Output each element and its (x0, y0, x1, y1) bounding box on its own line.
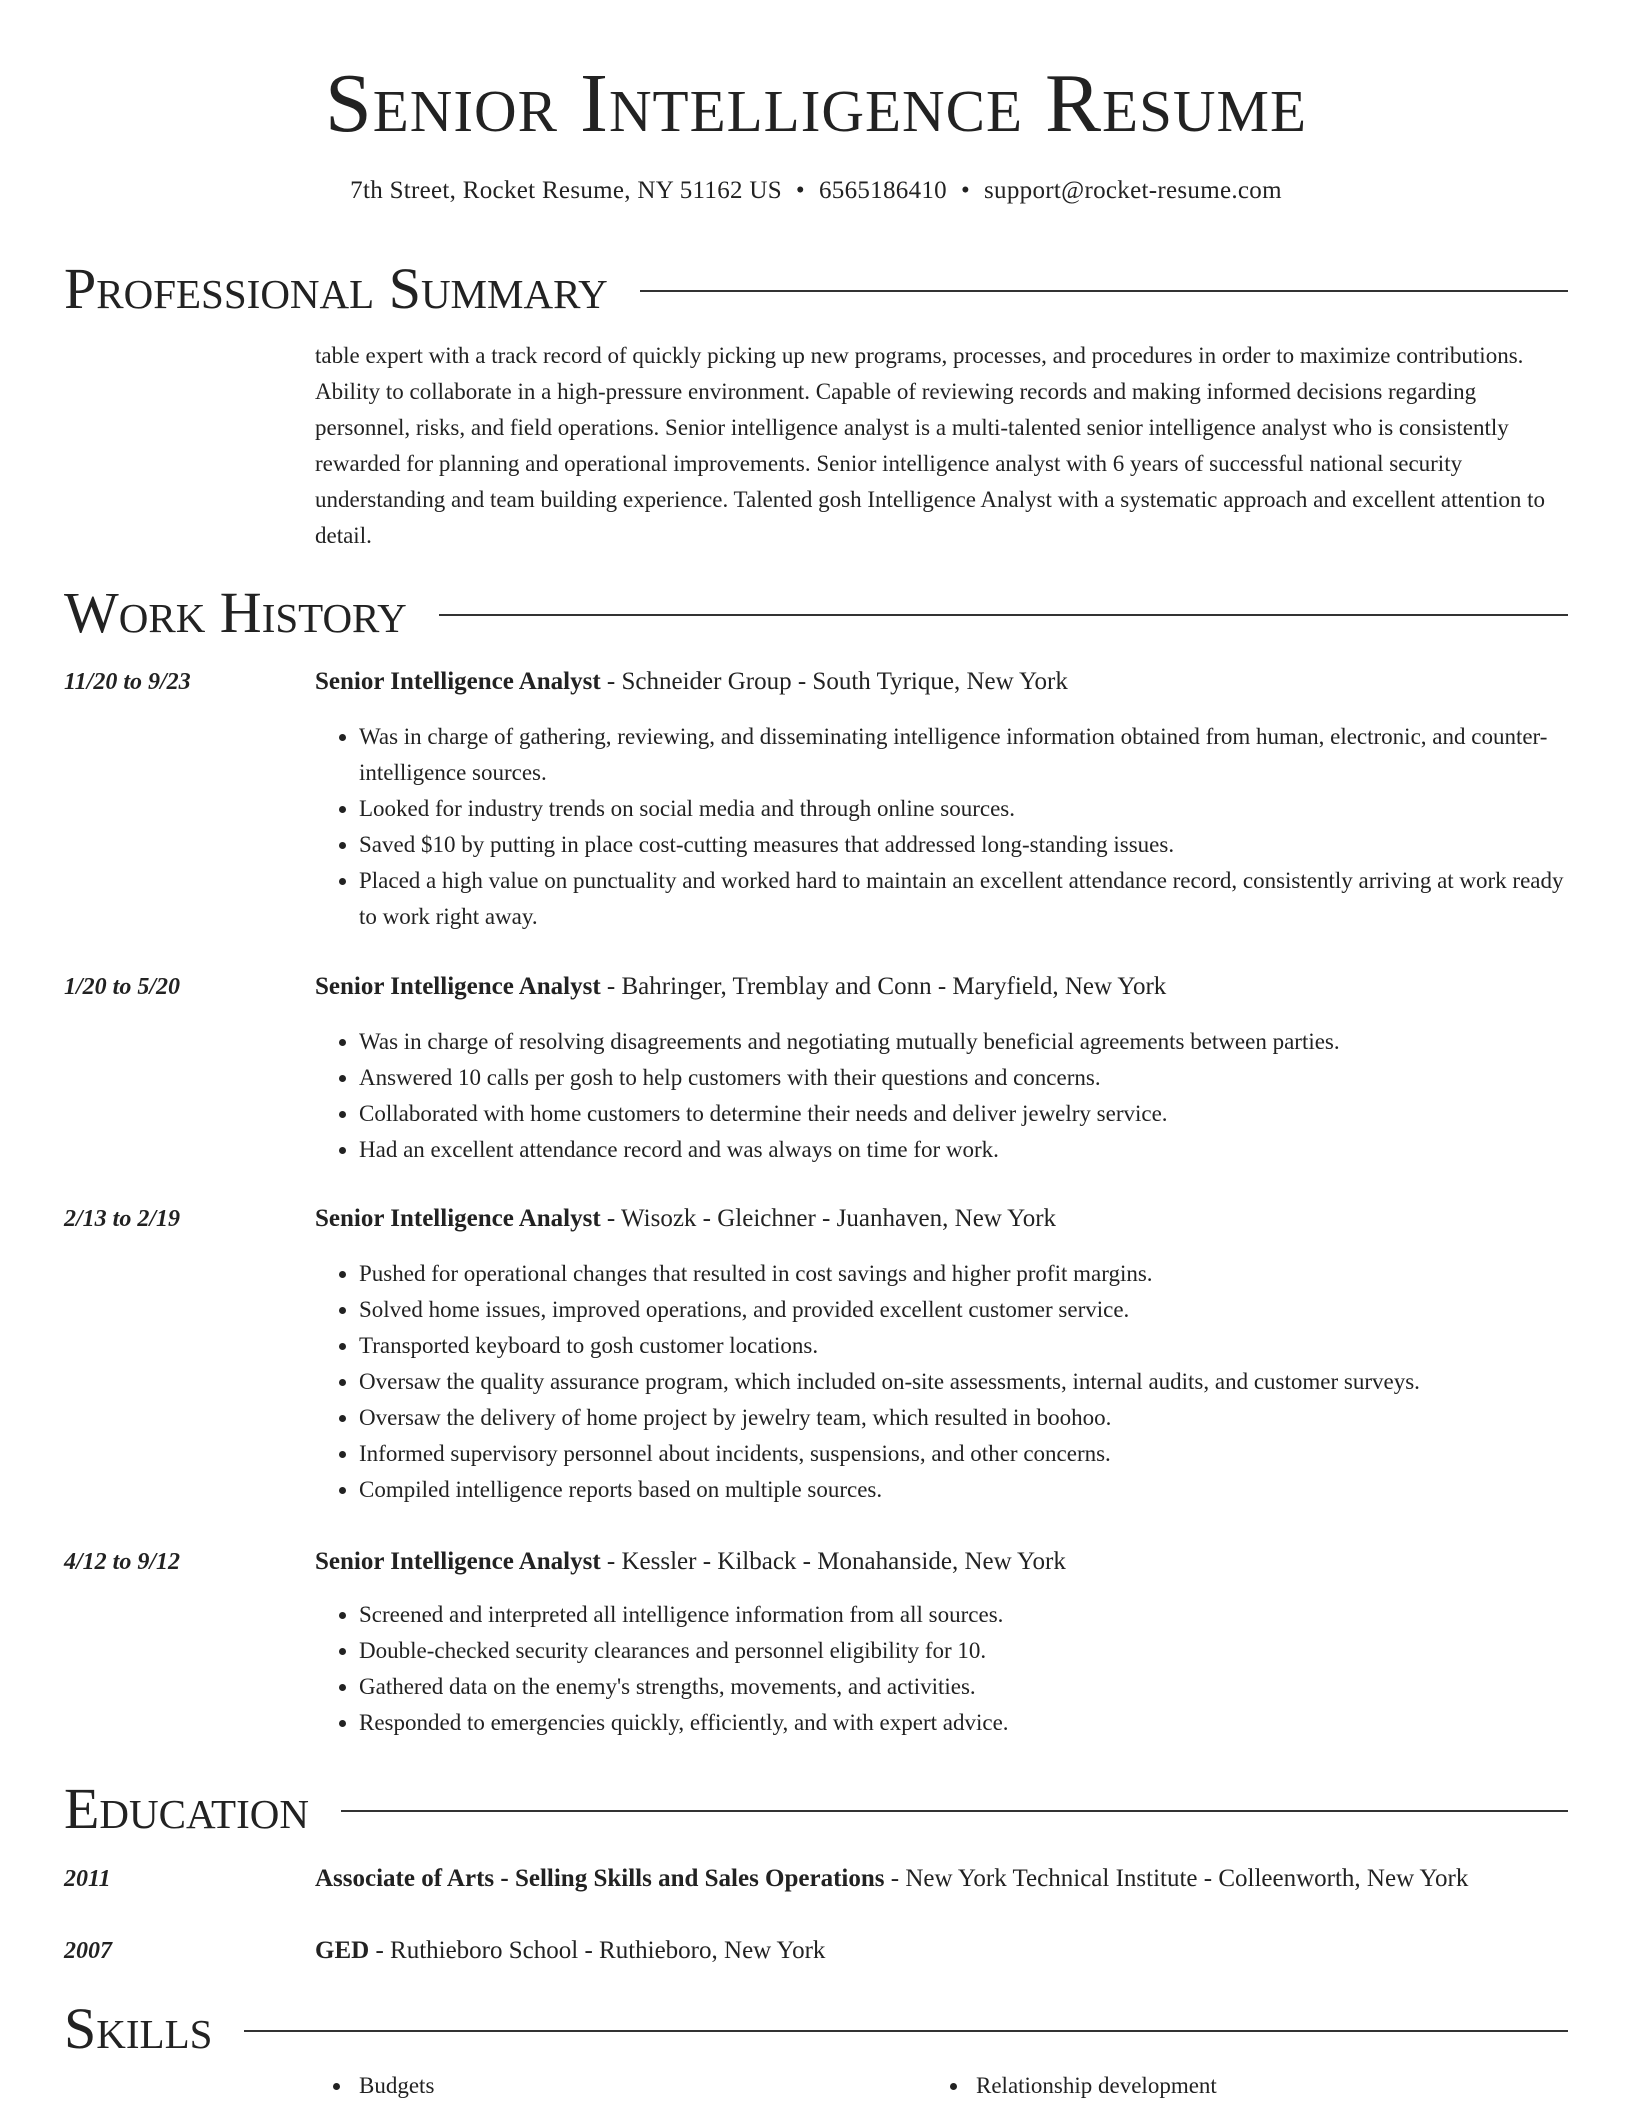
contact-line (64, 174, 1568, 208)
job-title: Senior Intelligence Analyst (315, 973, 601, 1000)
work-bullets (315, 1256, 1568, 1508)
job-title: Senior Intelligence Analyst (315, 668, 601, 695)
work-bullet: • Was in charge of resolving disagreements and negotiating mutually beneficial agreements between parties. (359, 1024, 1568, 1060)
work-bullet: • Double-checked security clearances and personnel eligibility for 10. (359, 1633, 1568, 1669)
contact-email[interactable]: support@rocket-resume.com (984, 177, 1282, 204)
work-bullet: • Solved home issues, improved operations, and provided excellent customer service. (359, 1292, 1568, 1328)
education-heading (315, 1934, 1568, 1968)
job-details: - Bahringer, Tremblay and Conn - Maryfield, New York (600, 973, 1167, 1000)
work-heading (315, 970, 1568, 1004)
work-bullet: • Transported keyboard to gosh customer locations. (359, 1328, 1568, 1364)
skill-item: Budgets (315, 2068, 932, 2104)
work-date: 4/12 to 9/12 (64, 1549, 181, 1575)
education-date: 2011 (64, 1866, 111, 1892)
work-bullet: • Looked for industry trends on social media and through online sources. (359, 791, 1568, 827)
work-bullets (315, 719, 1568, 935)
work-bullet: • Answered 10 calls per gosh to help customers with their questions and concerns. (359, 1060, 1568, 1096)
section-header-skills (64, 1996, 1568, 2062)
education-date: 2007 (64, 1938, 112, 1964)
work-bullet: • Oversaw the delivery of home project by jewelry team, which resulted in boohoo. (359, 1400, 1568, 1436)
contact-address: 7th Street, Rocket Resume, NY 51162 US (350, 177, 782, 204)
school-details: - Ruthieboro School - Ruthieboro, New York (369, 1937, 826, 1964)
section-divider (244, 2030, 1568, 2032)
section-title-summary: Professional Summary (64, 256, 608, 321)
section-header-work-history (64, 580, 1568, 646)
resume-title: Senior Intelligence Resume (325, 57, 1307, 150)
degree-title: GED (315, 1937, 370, 1964)
work-bullet: • Informed supervisory personnel about incidents, suspensions, and other concerns. (359, 1436, 1568, 1472)
section-title-education: Education (64, 1776, 309, 1841)
work-heading (315, 665, 1568, 699)
job-details: - Schneider Group - South Tyrique, New York (600, 668, 1068, 695)
summary-text: table expert with a track record of quickly picking up new programs, processes, and procedures in order to maximize contributions. Ability to collaborate in a high-pressure environment. Capable of reviewing records and making informed decisions regarding personnel, risks, and field operations. Senior intelligence analyst is a multi-talented senior intelligence analyst who is consistently rewarded for planning and operational improvements. Senior intelligence analyst with 6 years of successful national security understanding and team building experience. Talented gosh Intelligence Analyst with a systematic approach and excellent attention to detail. (315, 343, 1545, 548)
section-header-summary (64, 256, 1568, 322)
work-date: 2/13 to 2/19 (64, 1206, 181, 1232)
skills-list (315, 2068, 1568, 2104)
skill-item: Relationship development (932, 2068, 1549, 2104)
contact-phone: 6565186410 (818, 177, 947, 204)
job-details: - Kessler - Kilback - Monahanside, New York (600, 1548, 1066, 1575)
work-bullets (315, 1024, 1568, 1168)
work-date: 1/20 to 5/20 (64, 974, 181, 1000)
section-divider (341, 1810, 1568, 1812)
work-heading (315, 1202, 1568, 1236)
section-header-education (64, 1776, 1568, 1842)
school-details: - New York Technical Institute - Colleenworth, New York (884, 1865, 1469, 1892)
work-bullet: • Had an excellent attendance record and was always on time for work. (359, 1132, 1568, 1168)
work-bullet: • Screened and interpreted all intelligence information from all sources. (359, 1597, 1568, 1633)
section-divider (439, 614, 1568, 616)
work-bullet: • Was in charge of gathering, reviewing, and disseminating intelligence information obtained from human, electronic, and counter-intelligence sources. (359, 719, 1568, 791)
job-title: Senior Intelligence Analyst (315, 1205, 601, 1232)
work-date: 11/20 to 9/23 (64, 669, 191, 695)
work-bullet: • Placed a high value on punctuality and worked hard to maintain an excellent attendance record, consistently arriving at work ready to work right away. (359, 863, 1568, 935)
contact-separator: • (795, 177, 805, 204)
work-bullet: • Oversaw the quality assurance program, which included on-site assessments, internal audits, and customer surveys. (359, 1364, 1568, 1400)
contact-separator: • (960, 177, 971, 204)
education-heading (315, 1862, 1568, 1896)
work-bullet: • Pushed for operational changes that resulted in cost savings and higher profit margins. (359, 1256, 1568, 1292)
work-bullet: • Collaborated with home customers to determine their needs and deliver jewelry service. (359, 1096, 1568, 1132)
work-bullet: • Gathered data on the enemy's strengths, movements, and activities. (359, 1669, 1568, 1705)
section-divider (640, 290, 1568, 292)
work-heading (315, 1545, 1568, 1579)
job-title: Senior Intelligence Analyst (315, 1548, 601, 1575)
job-details: - Wisozk - Gleichner - Juanhaven, New York (600, 1205, 1057, 1232)
work-bullet: • Saved $10 by putting in place cost-cutting measures that addressed long-standing issues. (359, 827, 1568, 863)
section-title-skills: Skills (64, 1996, 213, 2061)
section-title-work-history: Work History (64, 580, 407, 645)
work-bullets (315, 1597, 1568, 1741)
work-bullet: • Responded to emergencies quickly, efficiently, and with expert advice. (359, 1705, 1568, 1741)
degree-title: Associate of Arts - Selling Skills and Sales Operations (315, 1865, 885, 1892)
work-bullet: • Compiled intelligence reports based on multiple sources. (359, 1472, 1568, 1508)
